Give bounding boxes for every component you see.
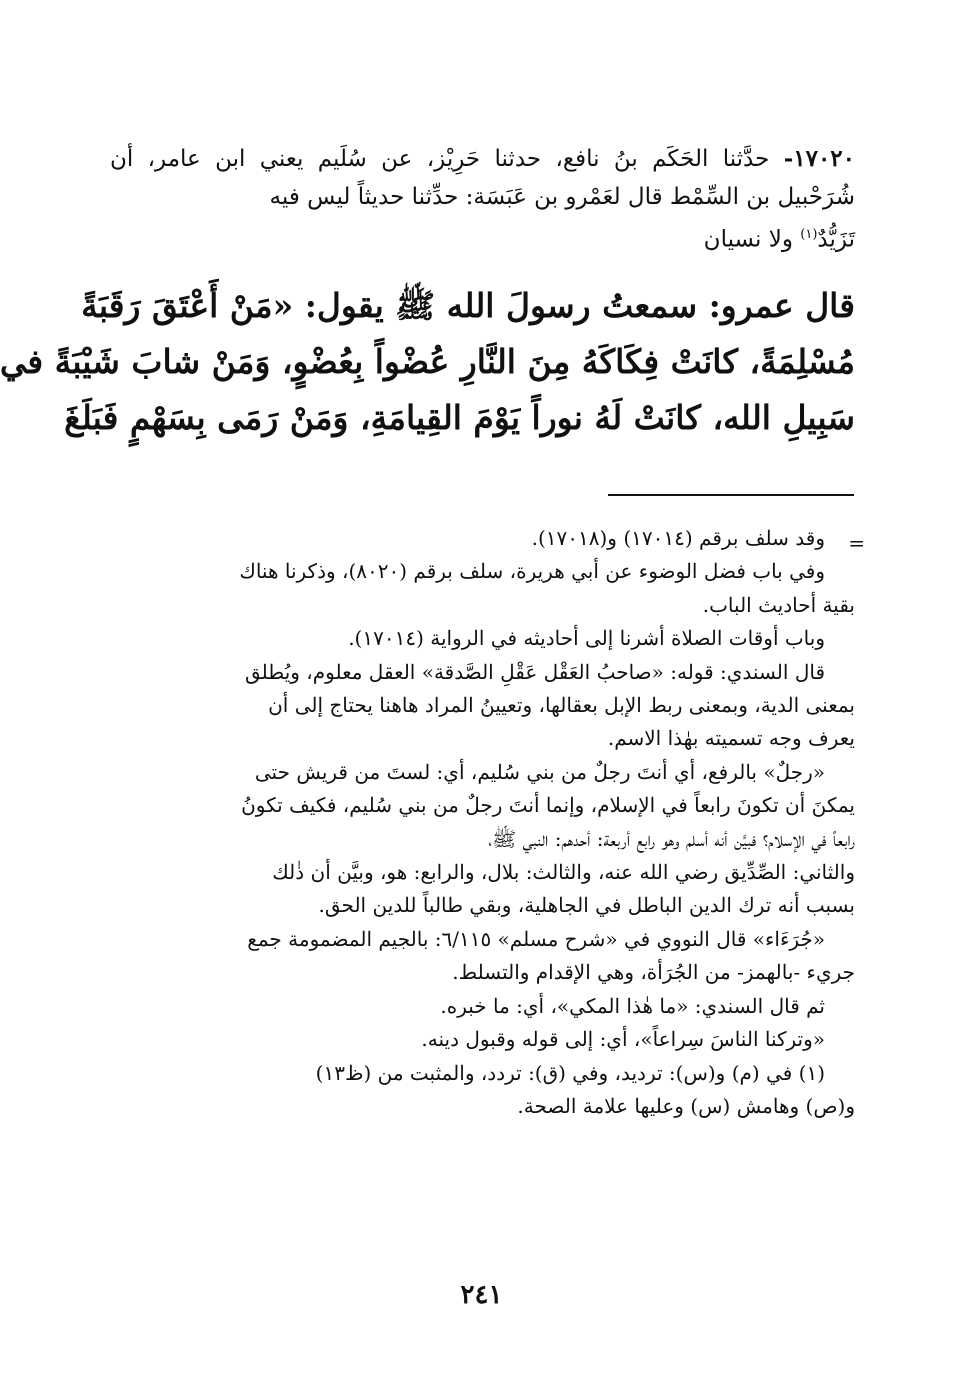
hadith-matn [0,278,855,446]
matn-line: سَبِيلِ الله، كانَتْ لَهُ نوراً يَوْمَ القِيامَةِ، وَمَنْ رَمَى بِسَهْمٍ فَبَلَغَ [64,398,855,437]
isnad-line-2: عامر، أن شُرَحْبيل بن السِّمْط قال لعَمْرو بن عَبَسَة: حدِّثنا حديثاً ليس فيه [110,146,855,210]
matn-line: قال عمرو: سمعتُ رسولَ الله ﷺ يقول: «مَنْ أَعْتَقَ رَقَبَةً [81,286,855,325]
footnote-marker: (١) [800,227,818,242]
footnote-line: قال السندي: قوله: «صاحبُ العَقْل عَقْلِ الصَّدقة» العقل معلوم، ويُطلق [245,659,825,684]
footnote-line: «رجلٌ» بالرفع، أي أنتَ رجلٌ من بني سُليم، أي: لستَ من قريش حتى [254,759,825,784]
footnote-line: بمعنى الدية، وبمعنى ربط الإبل بعقالها، وتعيينُ المراد هاهنا يحتاج إلى أن [268,693,855,718]
continuation-mark: = [848,531,865,555]
footnote-line: جريء -بالهمز- من الجُرَأة، وهي الإقدام والتسلط. [452,960,855,985]
footnote-line: ثم قال السندي: «ما هٰذا المكي»، أي: ما خبره. [440,993,825,1018]
isnad-line-3: تَزَيُّدٌ [817,226,855,253]
footnote-line: وباب أوقات الصلاة أشرنا إلى أحاديثه في الرواية (١٧٠١٤). [348,626,825,651]
isnad-line-1: حدَّثنا الحَكَم بنُ نافع، حدثنا حَرِيْز، عن سُلَيم يعني ابن [215,146,770,172]
footnotes [110,522,855,1123]
footnote-line: بقية أحاديث الباب. [702,592,855,617]
footnote-line: «وتركنا الناسَ سِراعاً»، أي: إلى قوله وقبول دينه. [421,1027,825,1052]
footnote-line: و(ص) وهامش (س) وعليها علامة الصحة. [517,1093,855,1118]
hadith-number: ١٧٠٢٠- [783,145,856,172]
footnote-line: والثاني: الصِّدِّيق رضي الله عنه، والثالث: بلال، والرابع: هو، وبيَّن أن ذٰلك [272,860,855,885]
footnote-line: وقد سلف برقم (١٧٠١٤) و(١٧٠١٨). [531,526,825,550]
footnote-line: «جُرَءَاء» قال النووي في «شرح مسلم» ٦/١١٥: بالجيم المضمومة جمع [247,926,825,951]
footnote-line: يعرف وجه تسميته بهٰذا الاسم. [607,726,855,751]
footnote-line: وفي باب فضل الوضوء عن أبي هريرة، سلف برقم (٨٠٢٠)، وذكرنا هناك [239,559,825,584]
footnote-separator [608,494,854,496]
footnote-line: يمكنَ أن تكونَ رابعاً في الإسلام، وإنما أنتَ رجلٌ من بني سُليم، فكيف تكونُ [241,793,855,818]
hadith-isnad [110,140,855,259]
page-number: ٢٤١ [460,1280,503,1310]
footnote-line: بسبب أنه ترك الدين الباطل في الجاهلية، وبقي طالباً للدين الحق. [318,893,855,918]
isnad-line-3-end: ولا نسيان [703,226,801,253]
footnote-line: (١) في (م) و(س): ترديد، وفي (ق): تردد، والمثبت من (ظ١٣) [315,1060,825,1085]
matn-line: مُسْلِمَةً، كانَتْ فِكَاكَهُ مِنَ النَّارِ عُضْواً بِعُضْوٍ، وَمَنْ شابَ شَيْبَةً في [0,342,855,381]
footnote-line: رابعاً في الإسلام؟ فبيَّن أنه أسلم وهو رابع أربعة: أحدهم: النبي ﷺ، [488,826,855,851]
